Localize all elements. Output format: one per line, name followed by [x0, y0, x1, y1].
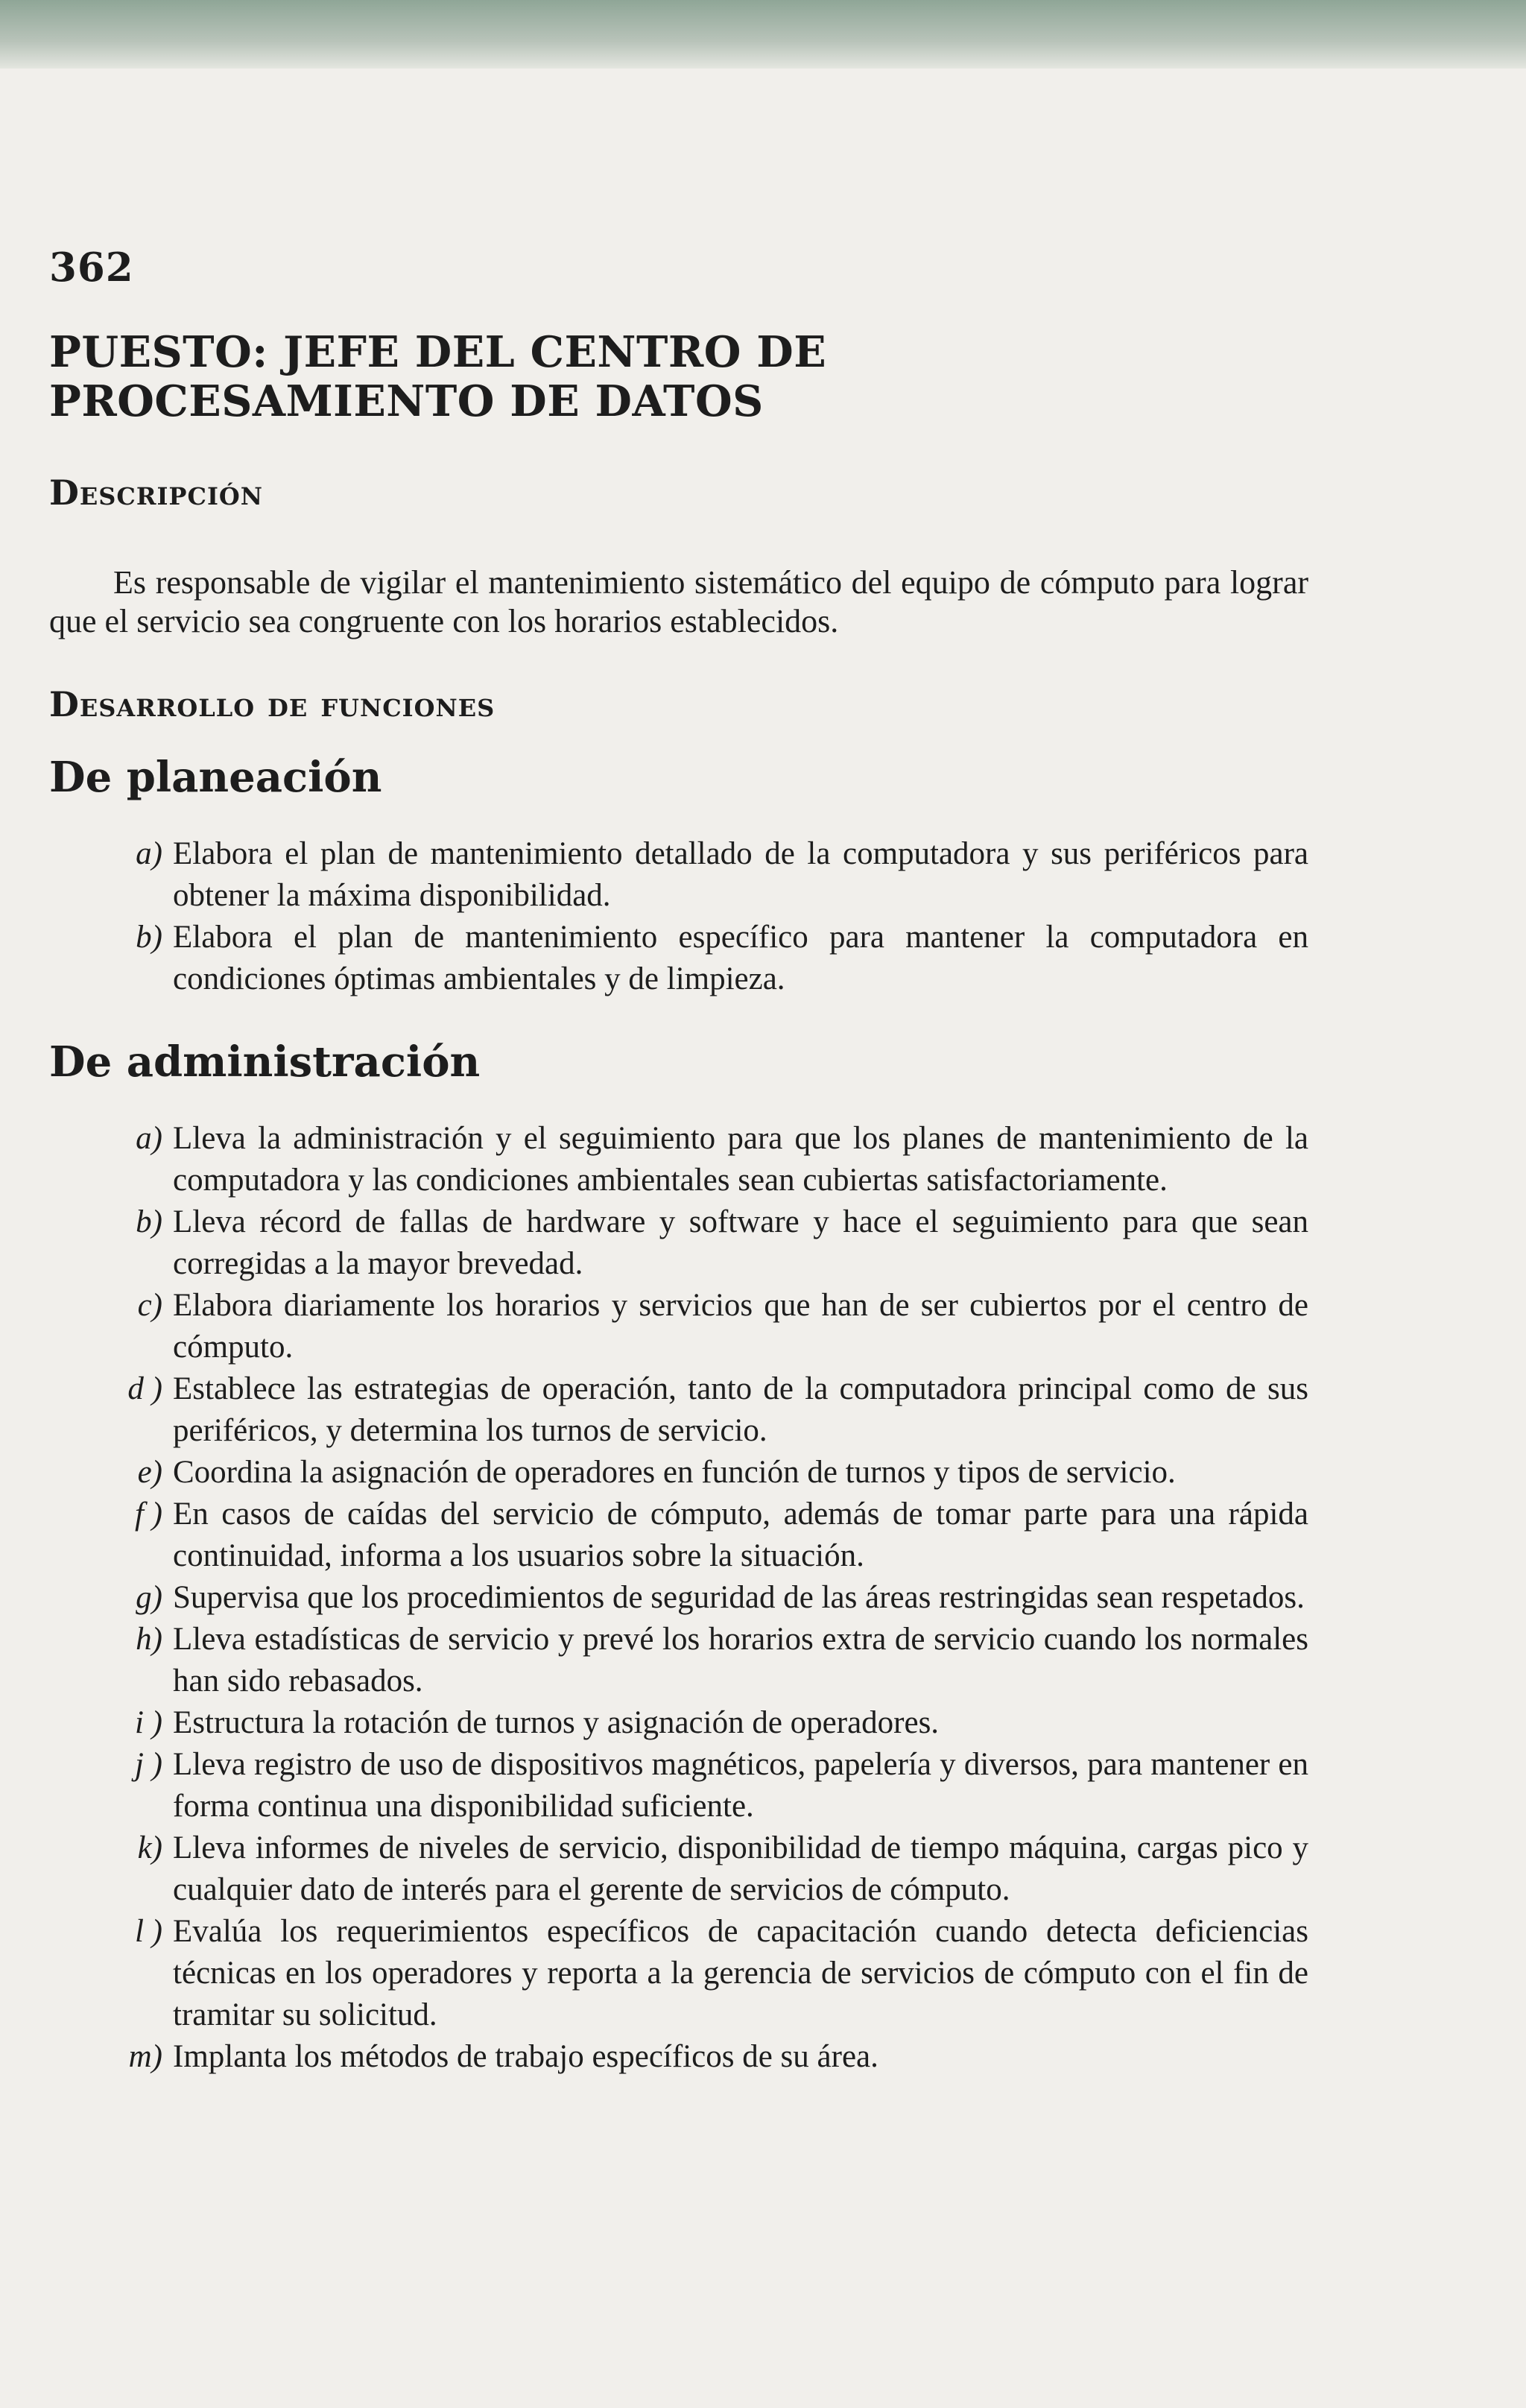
- page-top-edge: [0, 0, 1526, 69]
- list-item: [49, 1368, 1308, 1452]
- list-item: [49, 917, 1308, 1000]
- page-content: [49, 328, 1308, 2078]
- item-letter: k): [137, 1830, 162, 1865]
- list-item: [49, 1744, 1308, 1827]
- item-letter: h): [136, 1622, 162, 1657]
- administration-heading: De administración: [49, 1037, 481, 1087]
- functions-heading: Desarrollo de funciones: [49, 684, 496, 724]
- item-text: Estructura la rotación de turnos y asignación de operadores.: [173, 1705, 940, 1740]
- item-letter: b): [136, 920, 162, 955]
- planning-list: [49, 833, 1308, 1000]
- list-item: [49, 1827, 1308, 1911]
- job-title: [49, 328, 1308, 426]
- item-text: Implanta los métodos de trabajo específicos de su área.: [173, 2039, 878, 2074]
- list-item: [49, 1577, 1308, 1619]
- item-text: Lleva récord de fallas de hardware y software y hace el seguimiento para que sean corregidas a la mayor brevedad.: [173, 1204, 1308, 1281]
- item-letter: a): [136, 1121, 162, 1156]
- item-text: Evalúa los requerimientos específicos de capacitación cuando detecta deficiencias técnicas en los operadores y reporta a la gerencia de servicios de cómputo con el fin de tramitar su solicitud.: [173, 1914, 1308, 2032]
- item-text: Establece las estrategias de operación, tanto de la computadora principal como de sus periféricos, y determina los turnos de servicio.: [173, 1371, 1308, 1448]
- page-number: 362: [49, 244, 134, 291]
- list-item: [49, 1702, 1308, 1744]
- item-letter: d ): [127, 1371, 162, 1406]
- list-item: [49, 1201, 1308, 1285]
- item-letter: j ): [134, 1747, 162, 1782]
- item-text: Lleva la administración y el seguimiento para que los planes de mantenimiento de la computadora y las condiciones ambientales sean cubiertas satisfactoriamente.: [173, 1121, 1308, 1198]
- item-letter: m): [128, 2039, 162, 2074]
- administration-list: [49, 1118, 1308, 2078]
- item-text: Lleva informes de niveles de servicio, disponibilidad de tiempo máquina, cargas pico y cualquier dato de interés para el gerente de servicios de cómputo.: [173, 1830, 1308, 1907]
- item-letter: a): [136, 836, 162, 871]
- list-item: [49, 1118, 1308, 1201]
- list-item: [49, 1911, 1308, 2036]
- item-text: Lleva registro de uso de dispositivos magnéticos, papelería y diversos, para mantener en forma continua una disponibilidad suficiente.: [173, 1747, 1308, 1824]
- list-item: [49, 1494, 1308, 1577]
- item-text: Elabora el plan de mantenimiento detallado de la computadora y sus periféricos para obtener la máxima disponibilidad.: [173, 836, 1308, 913]
- item-text: Coordina la asignación de operadores en función de turnos y tipos de servicio.: [173, 1455, 1176, 1490]
- item-letter: c): [137, 1288, 162, 1323]
- list-item: [49, 833, 1308, 917]
- job-title-line-1: PUESTO: JEFE DEL CENTRO DE: [49, 327, 827, 377]
- item-text: Elabora diariamente los horarios y servicios que han de ser cubiertos por el centro de cómputo.: [173, 1288, 1308, 1365]
- item-letter: i ): [134, 1705, 162, 1740]
- job-title-line-2: PROCESAMIENTO DE DATOS: [49, 376, 764, 426]
- item-letter: l ): [134, 1914, 162, 1949]
- item-text: En casos de caídas del servicio de cómputo, además de tomar parte para una rápida continuidad, informa a los usuarios sobre la situación.: [173, 1497, 1308, 1573]
- item-letter: e): [137, 1455, 162, 1490]
- item-letter: f ): [134, 1497, 162, 1532]
- list-item: [49, 1619, 1308, 1702]
- item-text: Lleva estadísticas de servicio y prevé los horarios extra de servicio cuando los normales han sido rebasados.: [173, 1622, 1308, 1698]
- list-item: [49, 1452, 1308, 1494]
- item-letter: b): [136, 1204, 162, 1239]
- list-item: [49, 1285, 1308, 1368]
- item-letter: g): [136, 1580, 162, 1615]
- planning-heading: De planeación: [49, 753, 382, 802]
- item-text: Supervisa que los procedimientos de seguridad de las áreas restringidas sean respetados.: [173, 1580, 1305, 1615]
- description-text: Es responsable de vigilar el mantenimiento sistemático del equipo de cómputo para lograr que el servicio sea congruente con los horarios establecidos.: [49, 564, 1308, 639]
- list-item: [49, 2036, 1308, 2078]
- item-text: Elabora el plan de mantenimiento específico para mantener la computadora en condiciones óptimas ambientales y de limpieza.: [173, 920, 1308, 996]
- description-heading: Descripción: [49, 473, 264, 513]
